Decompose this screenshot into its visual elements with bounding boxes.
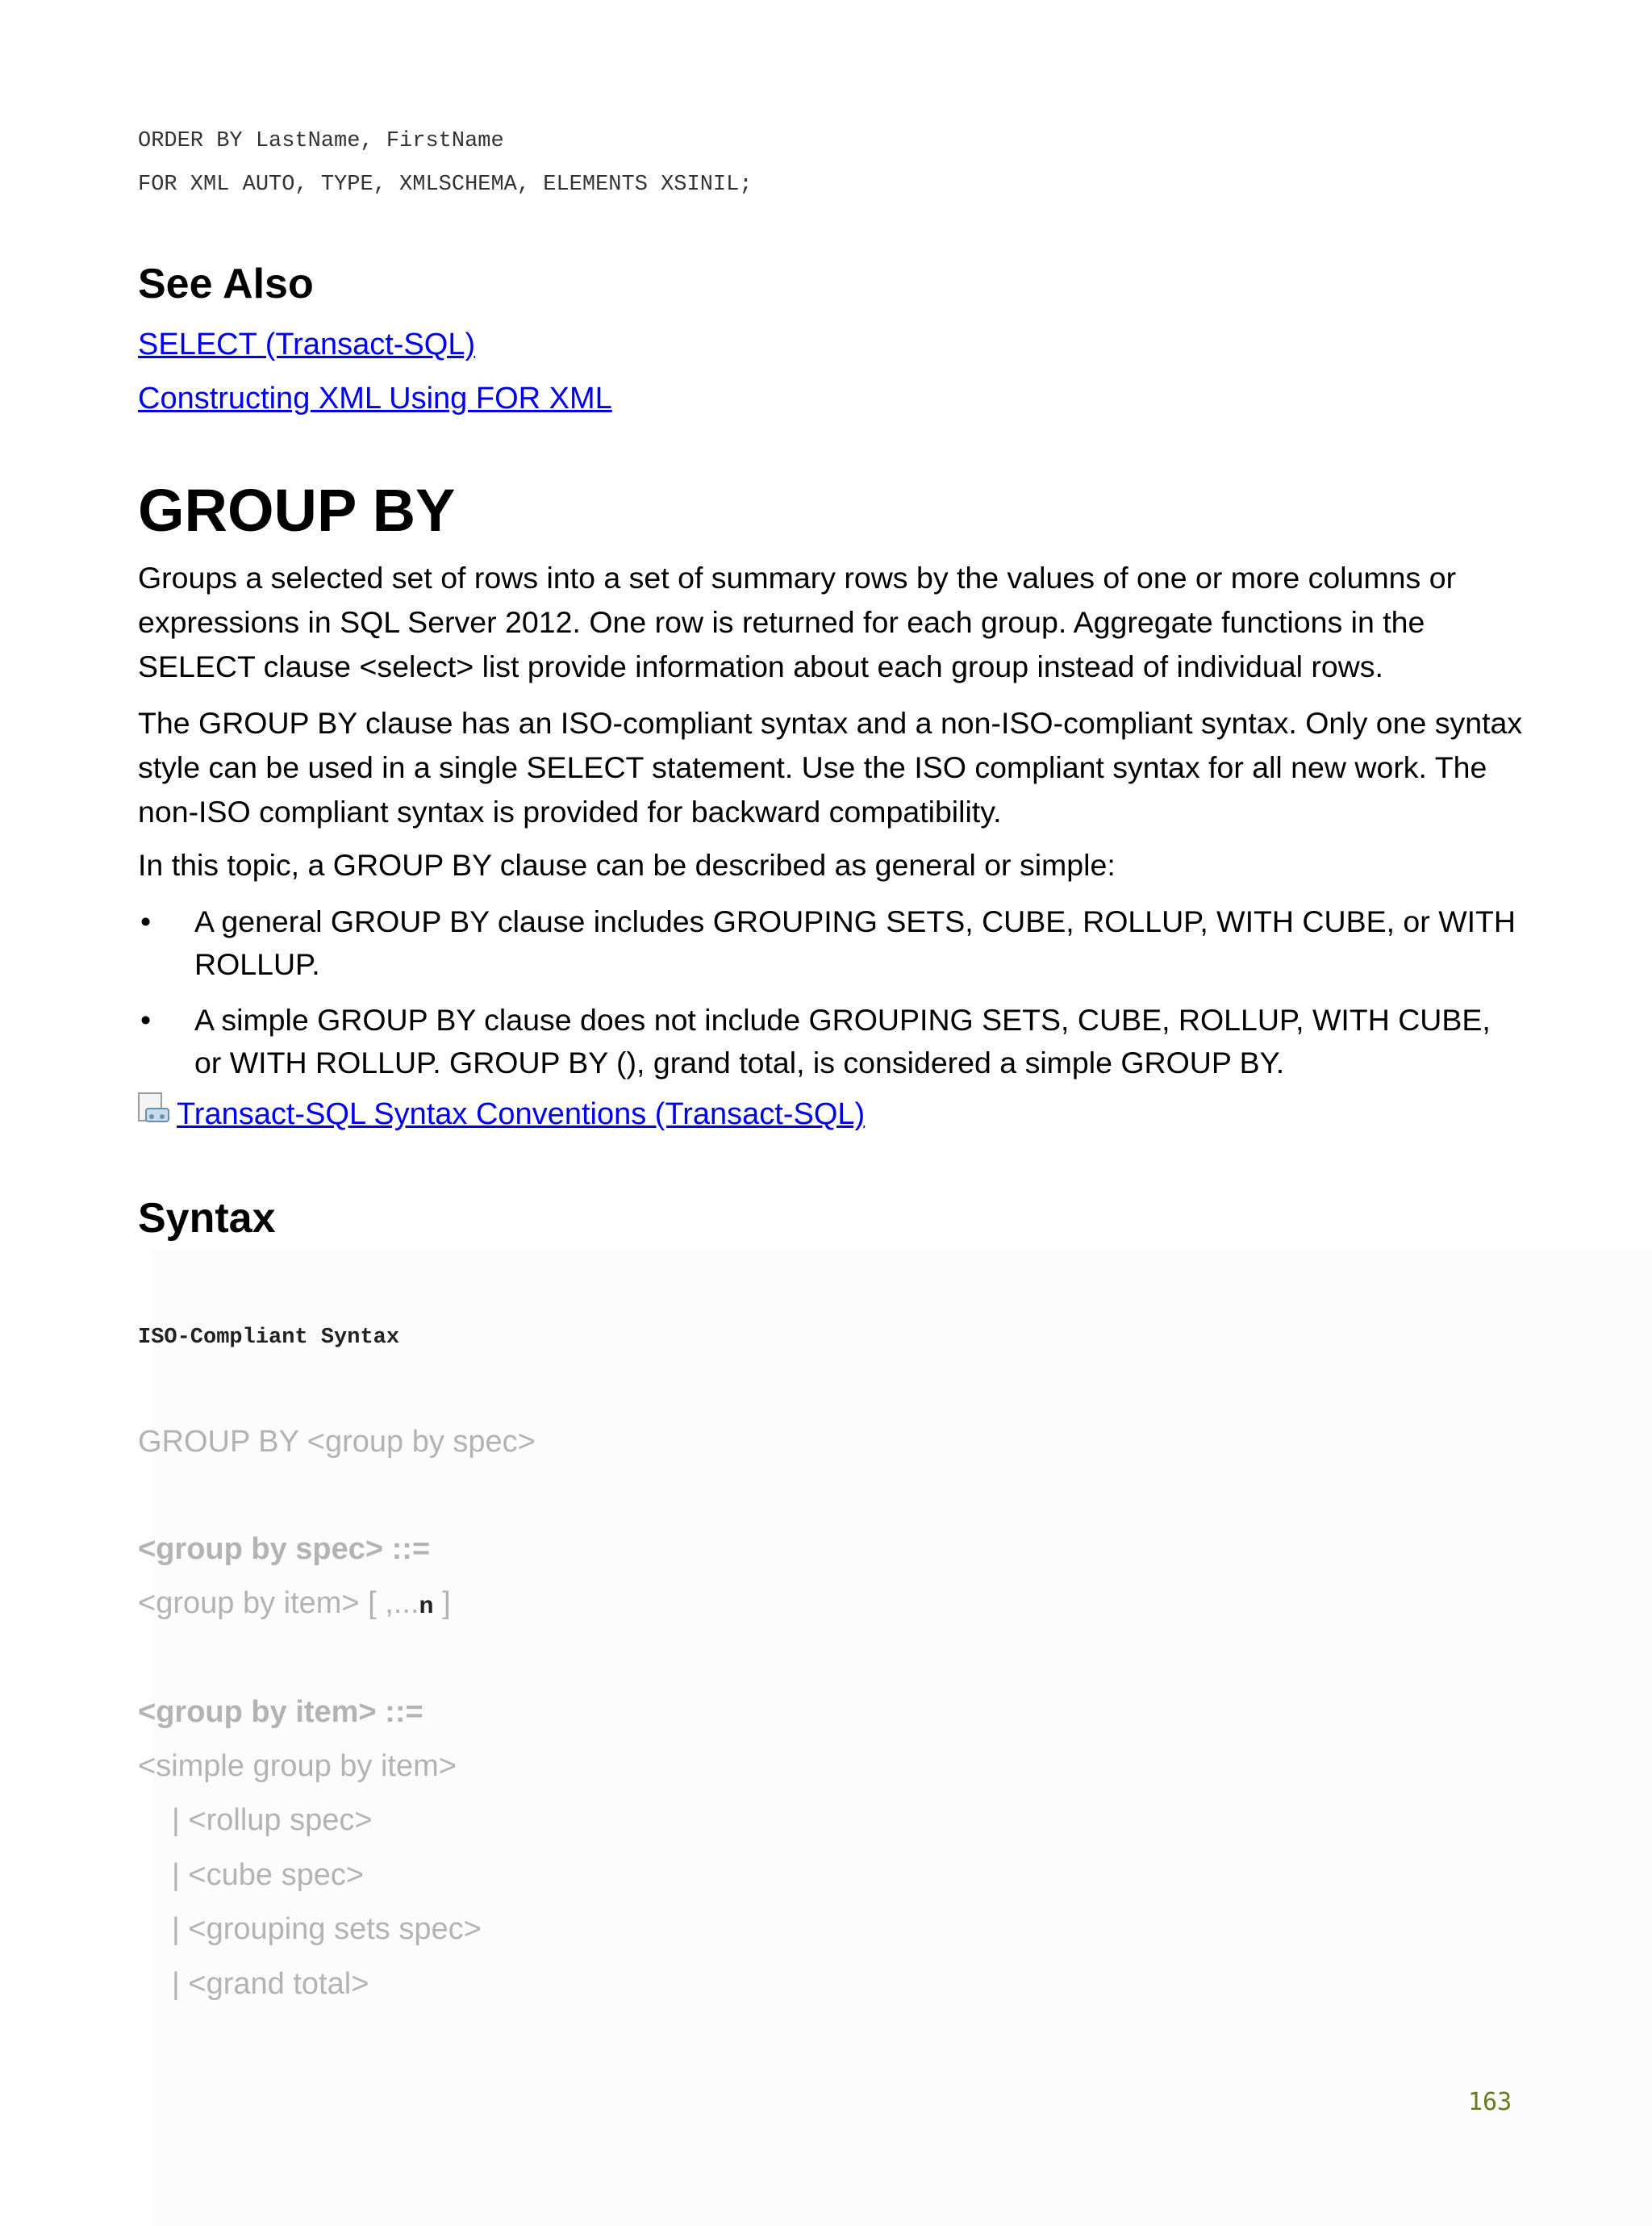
paragraph: Groups a selected set of rows into a set of summary rows by the values of one or more columns or expressions in SQL Server 2012. One row is returned for each group. Aggregate functions in the SELECT clause <select> list provide information about each group instead of individual rows. — [138, 561, 1457, 683]
code-line: FOR XML AUTO, TYPE, XMLSCHEMA, ELEMENTS XSINIL; — [138, 173, 753, 197]
see-also-heading: See Also — [138, 261, 314, 307]
link-image-icon — [138, 1092, 175, 1130]
syntax-background — [150, 1249, 1652, 2226]
syntax-definition: <group by item> ::= — [138, 1695, 423, 1729]
bullet-icon: • — [140, 904, 152, 938]
syntax-text: ] — [433, 1586, 451, 1620]
syntax-line: | <rollup spec> — [172, 1803, 373, 1837]
paragraph: The GROUP BY clause has an ISO-compliant syntax and a non-ISO-compliant syntax. Only one syntax style can be used in a single SELECT statement. Use the ISO compliant syntax for all new work. The non-ISO compliant syntax is provided for backward compatibility. — [138, 706, 1523, 829]
paragraph: In this topic, a GROUP BY clause can be described as general or simple: — [138, 848, 1116, 882]
syntax-line: | <cube spec> — [172, 1858, 365, 1892]
syntax-definition: <group by spec> ::= — [138, 1532, 431, 1566]
syntax-line: | <grouping sets spec> — [172, 1912, 482, 1946]
link-select-transact-sql[interactable]: SELECT (Transact-SQL) — [138, 328, 476, 361]
link-syntax-conventions[interactable]: Transact-SQL Syntax Conventions (Transact-SQL) — [177, 1097, 866, 1131]
section-title: GROUP BY — [138, 477, 456, 544]
bullet-icon: • — [140, 1003, 152, 1037]
syntax-line: | <grand total> — [172, 1967, 369, 2001]
syntax-placeholder-n: n — [419, 1593, 434, 1621]
page-number: 163 — [1468, 2088, 1512, 2116]
list-item-text: A general GROUP BY clause includes GROUPING SETS, CUBE, ROLLUP, WITH CUBE, or WITH ROLLUP. — [194, 904, 1516, 981]
syntax-text: <group by item> [ ,... — [138, 1586, 419, 1620]
list-item-text: A simple GROUP BY clause does not include GROUPING SETS, CUBE, ROLLUP, WITH CUBE, or WITH ROLLUP. GROUP BY (), grand total, is considered a simple GROUP BY. — [194, 1003, 1491, 1080]
syntax-line — [138, 1586, 451, 1621]
code-line: ORDER BY LastName, FirstName — [138, 129, 504, 153]
syntax-label: ISO-Compliant Syntax — [138, 1326, 400, 1350]
syntax-line: <simple group by item> — [138, 1749, 457, 1783]
syntax-line: GROUP BY <group by spec> — [138, 1425, 536, 1459]
syntax-heading: Syntax — [138, 1195, 276, 1242]
link-constructing-xml[interactable]: Constructing XML Using FOR XML — [138, 382, 612, 416]
